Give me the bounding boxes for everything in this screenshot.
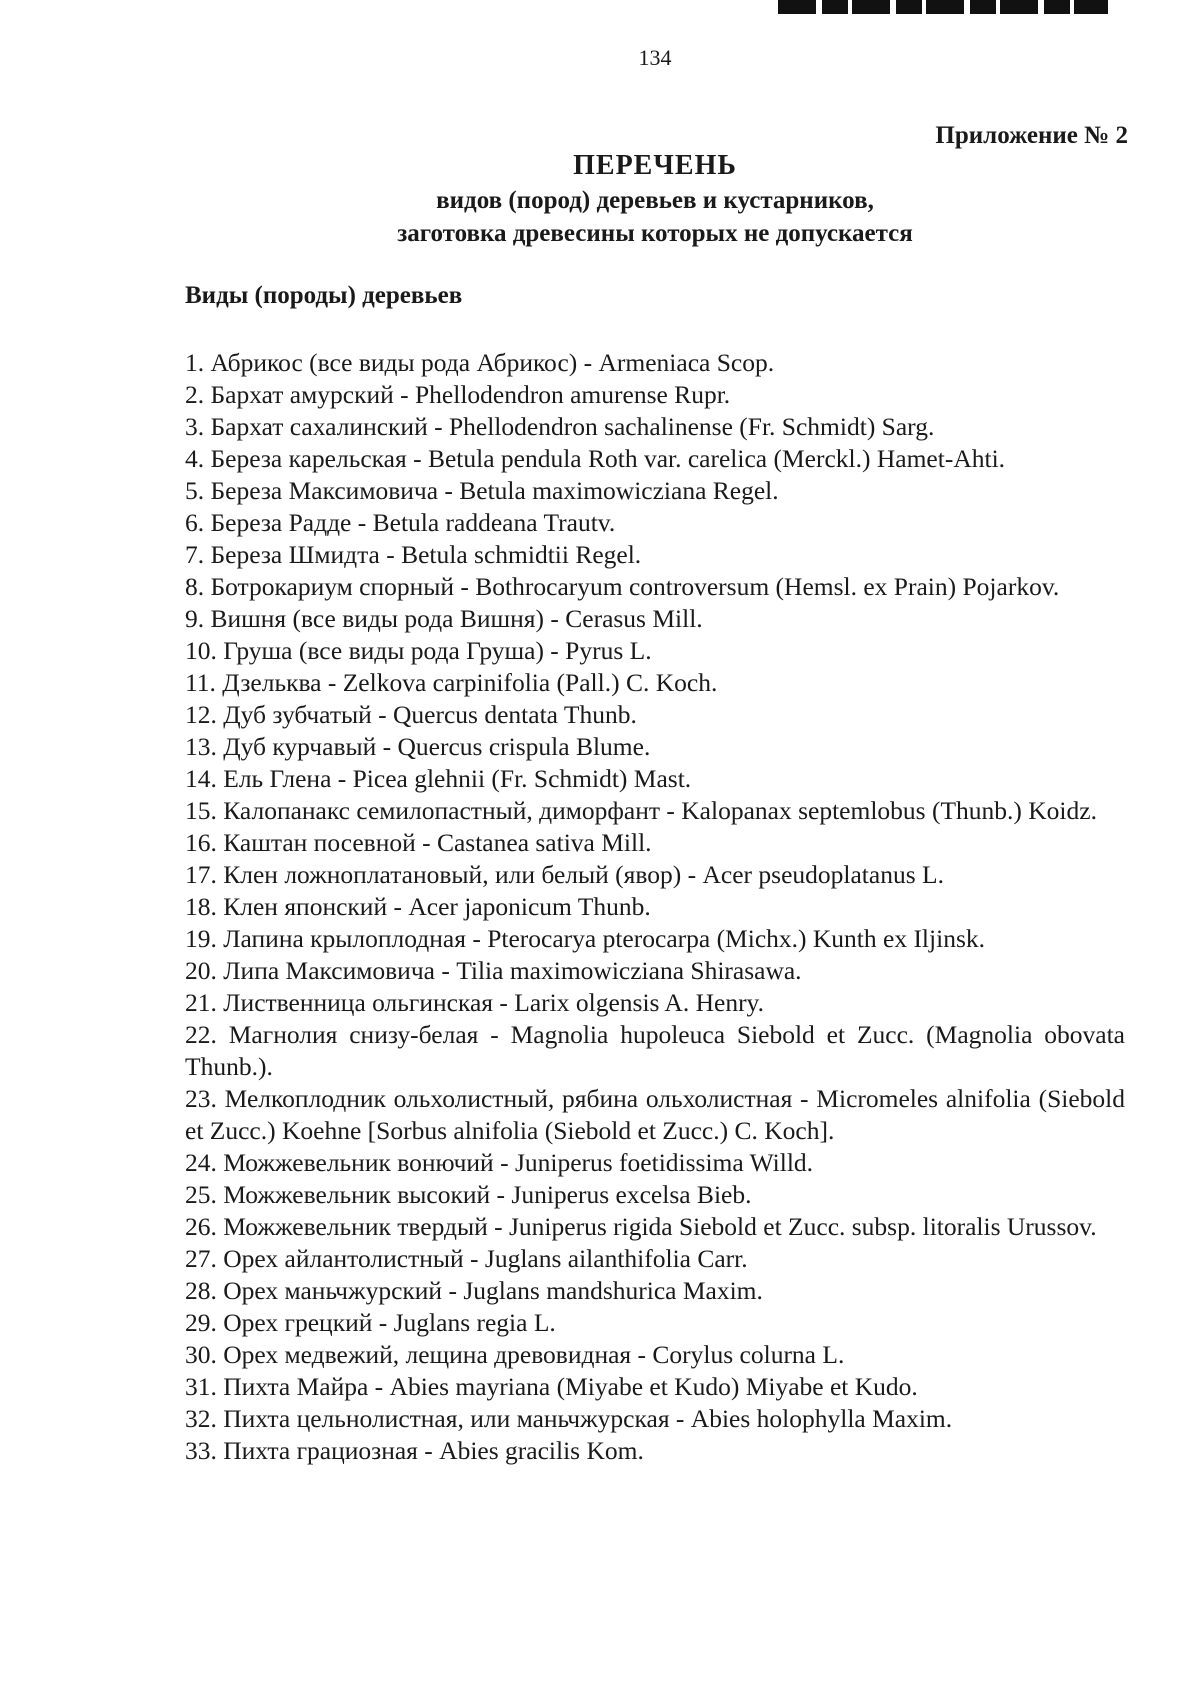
list-item: 5. Береза Максимовича - Betula maximowicziana Regel. <box>185 476 779 505</box>
document-subtitle-line1: видов (пород) деревьев и кустарников, <box>436 187 874 214</box>
list-item: 28. Орех маньчжурский - Juglans mandshurica Maxim. <box>185 1276 763 1305</box>
list-item: 33. Пихта грациозная - Abies gracilis Kom. <box>185 1436 644 1465</box>
list-item: 21. Лиственница ольгинская - Larix olgensis A. Henry. <box>185 988 765 1017</box>
list-item: 7. Береза Шмидта - Betula schmidtii Regel. <box>185 540 642 569</box>
list-item: 29. Орех грецкий - Juglans regia L. <box>185 1308 556 1337</box>
list-item: 30. Орех медвежий, лещина древовидная - Corylus colurna L. <box>185 1340 845 1369</box>
list-item: 27. Орех айлантолистный - Juglans ailanthifolia Carr. <box>185 1244 748 1273</box>
document-subtitle-line2: заготовка древесины которых не допускается <box>397 220 913 247</box>
list-item: 4. Береза карельская - Betula pendula Roth var. carelica (Merckl.) Hamet-Ahti. <box>185 444 1006 473</box>
document-title: ПЕРЕЧЕНЬ <box>573 150 737 181</box>
list-item: 24. Можжевельник вонючий - Juniperus foetidissima Willd. <box>185 1148 814 1177</box>
list-item: 8. Ботрокариум спорный - Bothrocaryum controversum (Hemsl. ex Prain) Pojarkov. <box>185 572 1060 601</box>
list-item: 1. Абрикос (все виды рода Абрикос) - Armeniaca Scop. <box>185 348 775 377</box>
list-item: 22. Магнолия снизу-белая - Magnolia hupoleuca Siebold et Zucc. (Magnolia obovata Thunb.). <box>185 1020 1125 1081</box>
list-item: 12. Дуб зубчатый - Quercus dentata Thunb. <box>185 700 637 729</box>
list-item: 18. Клен японский - Acer japonicum Thunb. <box>185 892 651 921</box>
list-item: 9. Вишня (все виды рода Вишня) - Cerasus Mill. <box>185 604 703 633</box>
list-item: 6. Береза Радде - Betula raddeana Trautv. <box>185 508 616 537</box>
list-item: 11. Дзельква - Zelkova carpinifolia (Pall.) C. Koch. <box>185 668 718 697</box>
list-item: 23. Мелкоплодник ольхолистный, рябина ольхолистная - Micromeles alnifolia (Siebold et Zucc.) Koehne [Sorbus alnifolia (Siebold et Zucc.) C. Koch]. <box>185 1084 1125 1145</box>
list-item: 10. Груша (все виды рода Груша) - Pyrus L. <box>185 636 652 665</box>
list-item: 15. Калопанакс семилопастный, диморфант - Kalopanax septemlobus (Thunb.) Koidz. <box>185 796 1097 825</box>
list-item: 13. Дуб курчавый - Quercus crispula Blume. <box>185 732 651 761</box>
list-item: 17. Клен ложноплатановый, или белый (явор) - Acer pseudoplatanus L. <box>185 860 944 889</box>
list-item: 16. Каштан посевной - Castanea sativa Mill. <box>185 828 652 857</box>
list-item: 3. Бархат сахалинский - Phellodendron sachalinense (Fr. Schmidt) Sarg. <box>185 412 935 441</box>
page-number: 134 <box>638 45 672 70</box>
scan-artifact-bar <box>778 0 1108 14</box>
list-item: 25. Можжевельник высокий - Juniperus excelsa Bieb. <box>185 1180 752 1209</box>
appendix-label: Приложение № 2 <box>935 122 1128 149</box>
list-item: 2. Бархат амурский - Phellodendron amurense Rupr. <box>185 380 731 409</box>
list-item: 32. Пихта цельнолистная, или маньчжурская - Abies holophylla Maxim. <box>185 1404 953 1433</box>
species-list <box>185 347 1125 1467</box>
list-item: 19. Лапина крылоплодная - Pterocarya pterocarpa (Michx.) Kunth ex Iljinsk. <box>185 924 985 953</box>
list-item: 31. Пихта Майра - Abies mayriana (Miyabe et Kudo) Miyabe et Kudo. <box>185 1372 918 1401</box>
list-item: 20. Липа Максимовича - Tilia maximowicziana Shirasawa. <box>185 956 802 985</box>
section-heading: Виды (породы) деревьев <box>185 282 463 309</box>
list-item: 14. Ель Глена - Picea glehnii (Fr. Schmidt) Mast. <box>185 764 692 793</box>
list-item: 26. Можжевельник твердый - Juniperus rigida Siebold et Zucc. subsp. litoralis Urussov. <box>185 1212 1097 1241</box>
